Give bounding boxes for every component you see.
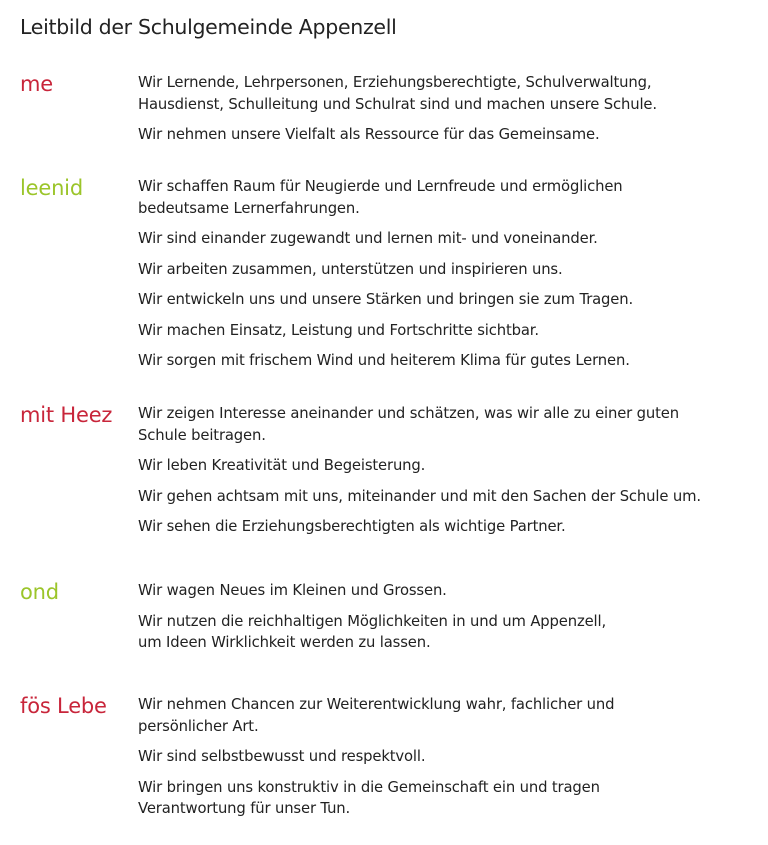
statement: Wir sind selbstbewusst und respektvoll. xyxy=(138,748,426,765)
statement: Wir nehmen Chancen zur Weiterentwicklung wahr, fachlicher und persönlicher Art. xyxy=(138,696,615,735)
section-lines xyxy=(138,694,758,829)
statement: Wir gehen achtsam mit uns, miteinander und mit den Sachen der Schule um. xyxy=(138,487,701,505)
section-keyword: ond xyxy=(20,580,59,604)
statement: Wir Lernende, Lehrpersonen, Erziehungsberechtigte, Schulverwaltung, Hausdienst, Schulleitung und Schulrat sind und machen unsere Schule. xyxy=(138,74,657,113)
section-lines xyxy=(138,403,758,547)
statement: Wir sorgen mit frischem Wind und heiterem Klima für gutes Lernen. xyxy=(138,352,630,369)
section-lines xyxy=(138,580,758,663)
statement: Wir bringen uns konstruktiv in die Gemeinschaft ein und tragen Verantwortung für unser Tun. xyxy=(138,778,600,817)
statement: Wir leben Kreativität und Begeisterung. xyxy=(138,457,426,474)
section-keyword: me xyxy=(20,72,53,96)
statement: Wir machen Einsatz, Leistung und Fortschritte sichtbar. xyxy=(138,321,539,339)
statement: Wir wagen Neues im Kleinen und Grossen. xyxy=(138,582,447,599)
statement: Wir schaffen Raum für Neugierde und Lernfreude und ermöglichen bedeutsame Lernerfahrungen. xyxy=(138,178,623,217)
page-title: Leitbild der Schulgemeinde Appenzell xyxy=(20,15,397,39)
section-keyword: fös Lebe xyxy=(20,694,107,718)
statement: Wir zeigen Interesse aneinander und schätzen, was wir alle zu einer guten Schule beitragen. xyxy=(138,405,679,444)
statement: Wir nehmen unsere Vielfalt als Ressource für das Gemeinsame. xyxy=(138,126,600,143)
statement: Wir nutzen die reichhaltigen Möglichkeiten in und um Appenzell, um Ideen Wirklichkeit werden zu lassen. xyxy=(138,612,607,651)
section-lines xyxy=(138,176,758,381)
statement: Wir sehen die Erziehungsberechtigten als wichtige Partner. xyxy=(138,518,566,535)
section-keyword: leenid xyxy=(20,176,83,200)
statement: Wir arbeiten zusammen, unterstützen und inspirieren uns. xyxy=(138,260,563,278)
statement: Wir sind einander zugewandt und lernen mit- und voneinander. xyxy=(138,230,598,247)
section-lines xyxy=(138,72,758,155)
section-keyword: mit Heez xyxy=(20,403,113,427)
statement: Wir entwickeln uns und unsere Stärken und bringen sie zum Tragen. xyxy=(138,291,634,308)
